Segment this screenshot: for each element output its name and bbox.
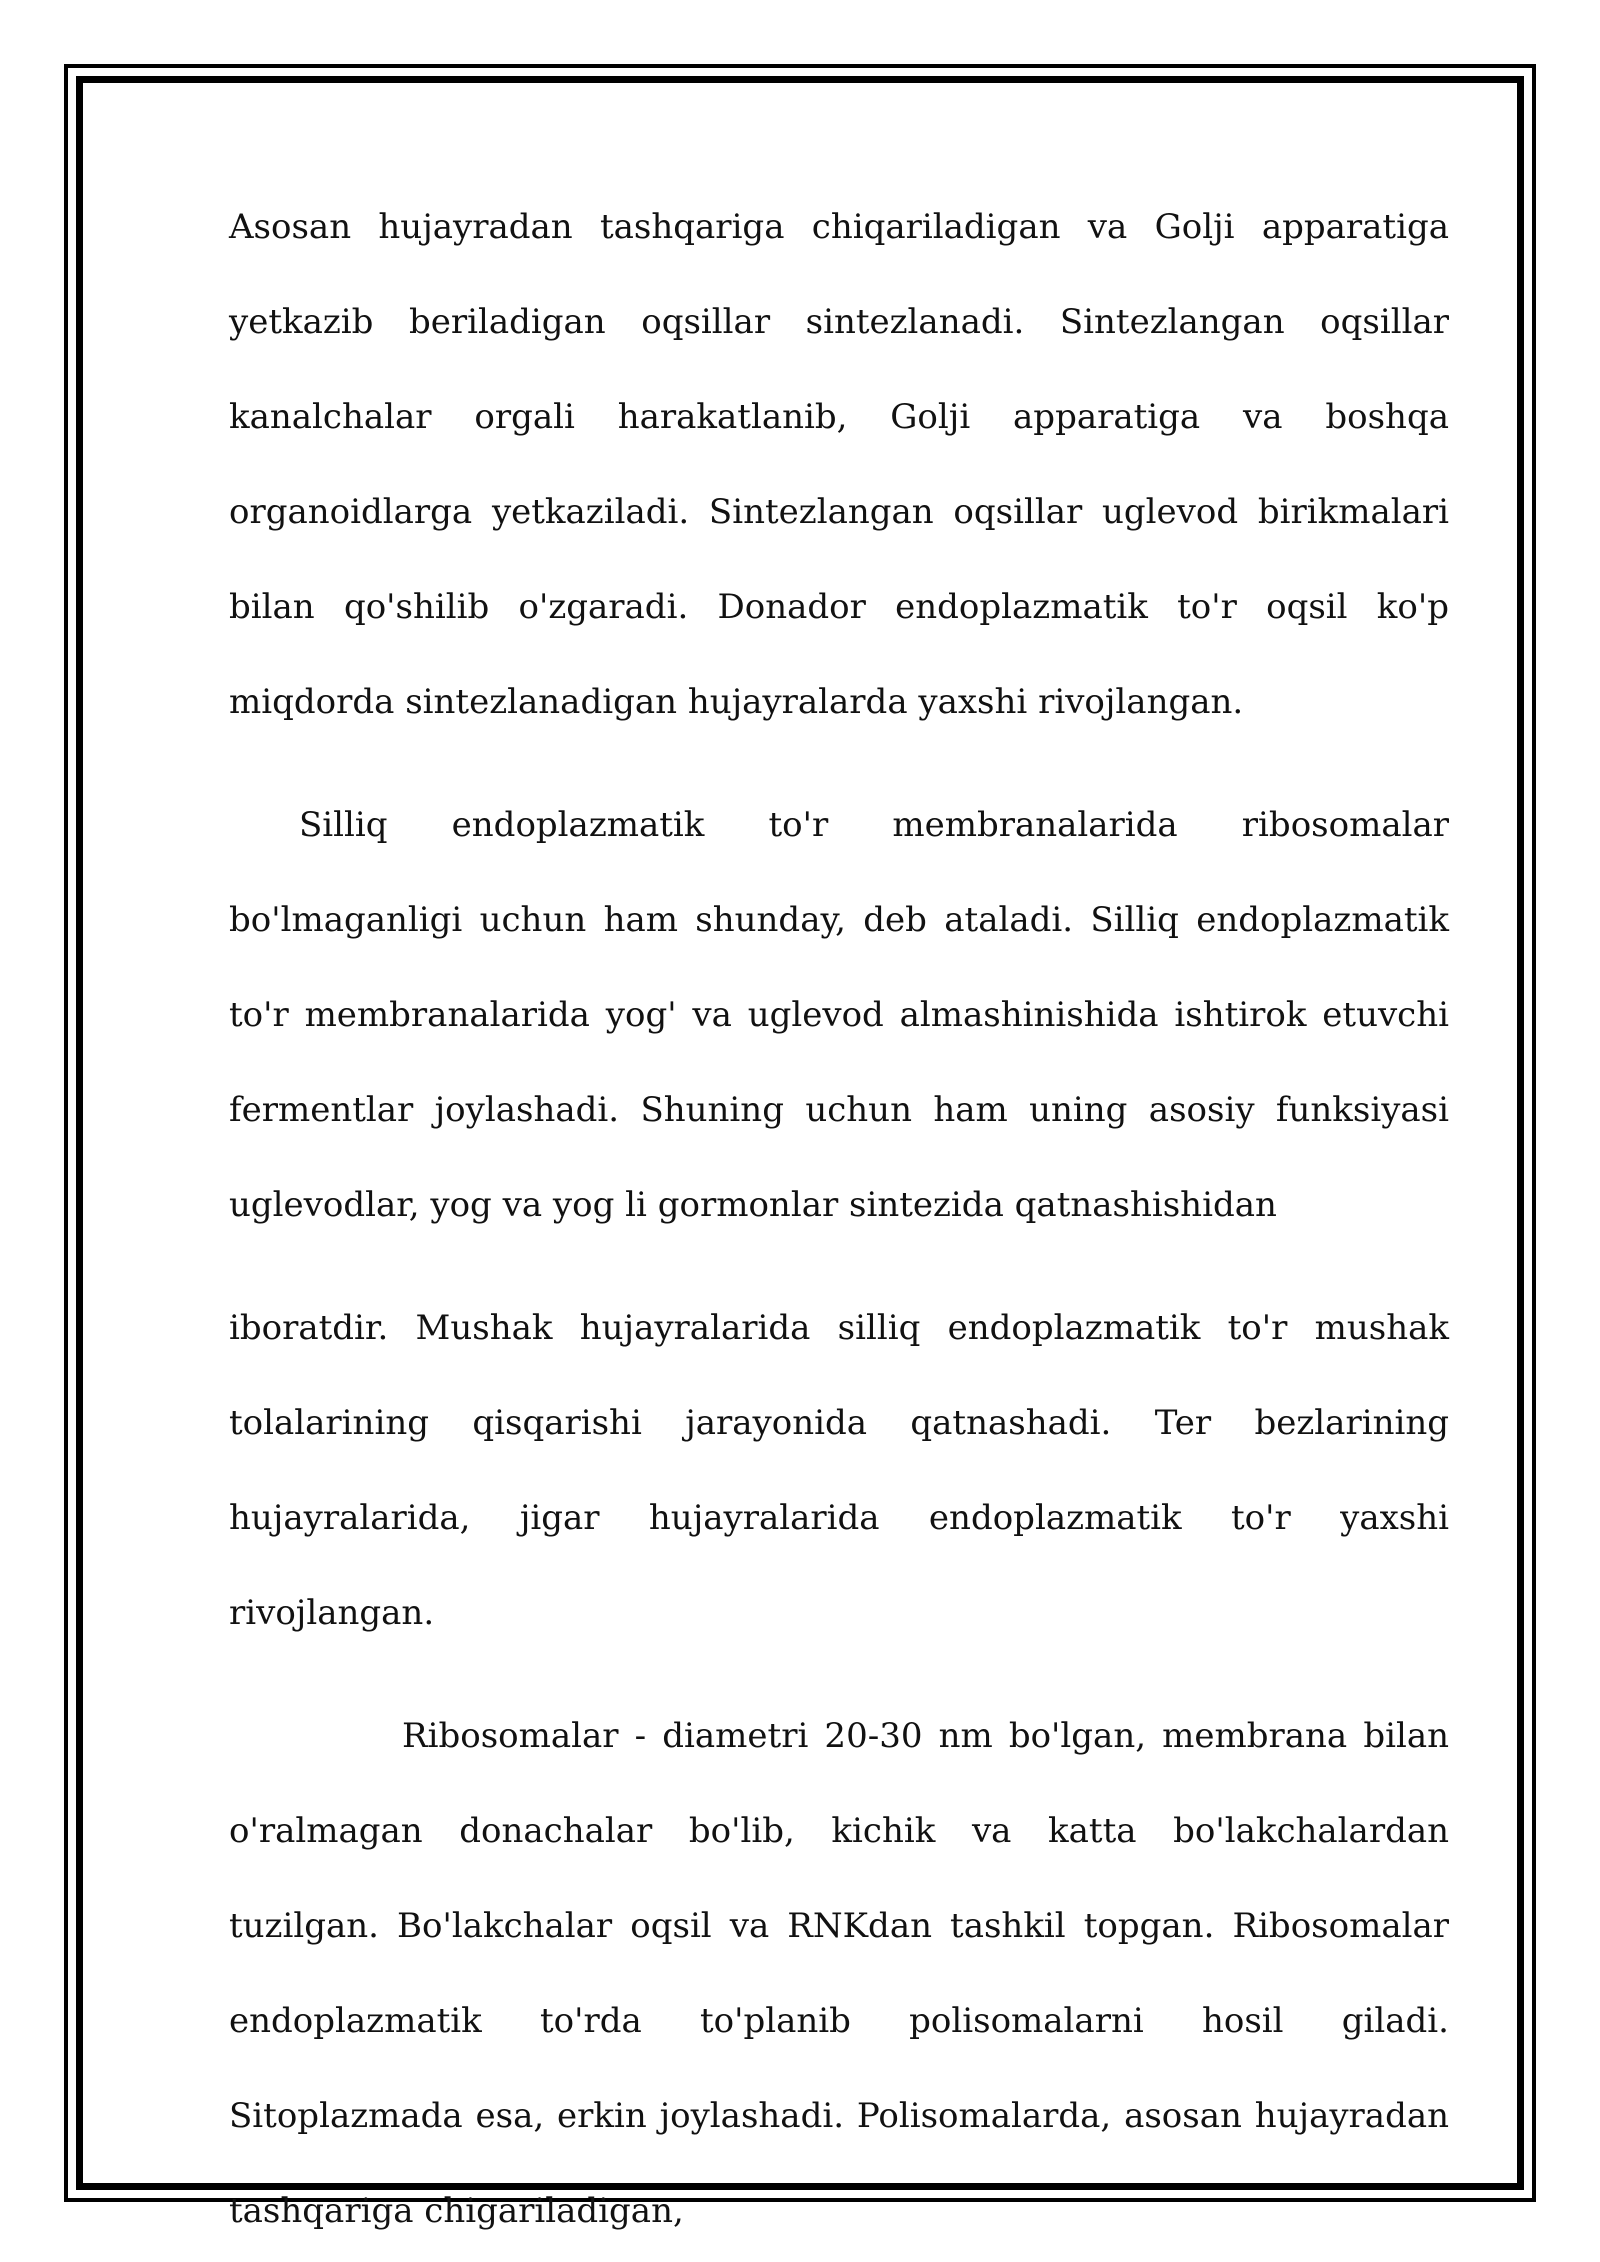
paragraph-4: Ribosomalar - diametri 20-30 nm bo'lgan, membrana bilan o'ralmagan donachalar bo'lib, kichik va katta bo'lakchalardan tuzilgan. Bo'lakchalar oqsil va RNKdan tashkil topgan. Ribosomalar endoplazmatik to'rda to'planib polisomalarni hosil giladi. Sitoplazmada esa, erkin joylashadi. Polisomalarda, asosan hujayradan tashqariga chigariladigan, <box>229 1716 1449 2231</box>
paragraph-1: Asosan hujayradan tashqariga chiqariladigan va Golji apparatiga yetkazib beriladigan oqsillar sintezlanadi. Sintezlangan oqsillar kanalchalar orgali harakatlanib, Golji apparatiga va boshqa organoidlarga yetkaziladi. Sintezlangan oqsillar uglevod birikmalari bilan qo'shilib o'zgaradi. Donador endoplazmatik to'r oqsil ko'p miqdorda sintezlanadigan hujayralarda yaxshi rivojlangan. <box>229 207 1449 722</box>
document-body <box>229 180 1449 2259</box>
paragraph-2: Silliq endoplazmatik to'r membranalarida ribosomalar bo'lmaganligi uchun ham shunday, deb ataladi. Silliq endoplazmatik to'r membranalarida yog' va uglevod almashinishida ishtirok etuvchi fermentlar joylashadi. Shuning uchun ham uning asosiy funksiyasi uglevodlar, yog va yog li gormonlar sintezida qatnashishidan <box>229 805 1449 1225</box>
paragraph-3: iboratdir. Mushak hujayralarida silliq endoplazmatik to'r mushak tolalarining qisqarishi jarayonida qatnashadi. Ter bezlarining hujayralarida, jigar hujayralarida endoplazmatik to'r yaxshi rivojlangan. <box>229 1308 1449 1633</box>
